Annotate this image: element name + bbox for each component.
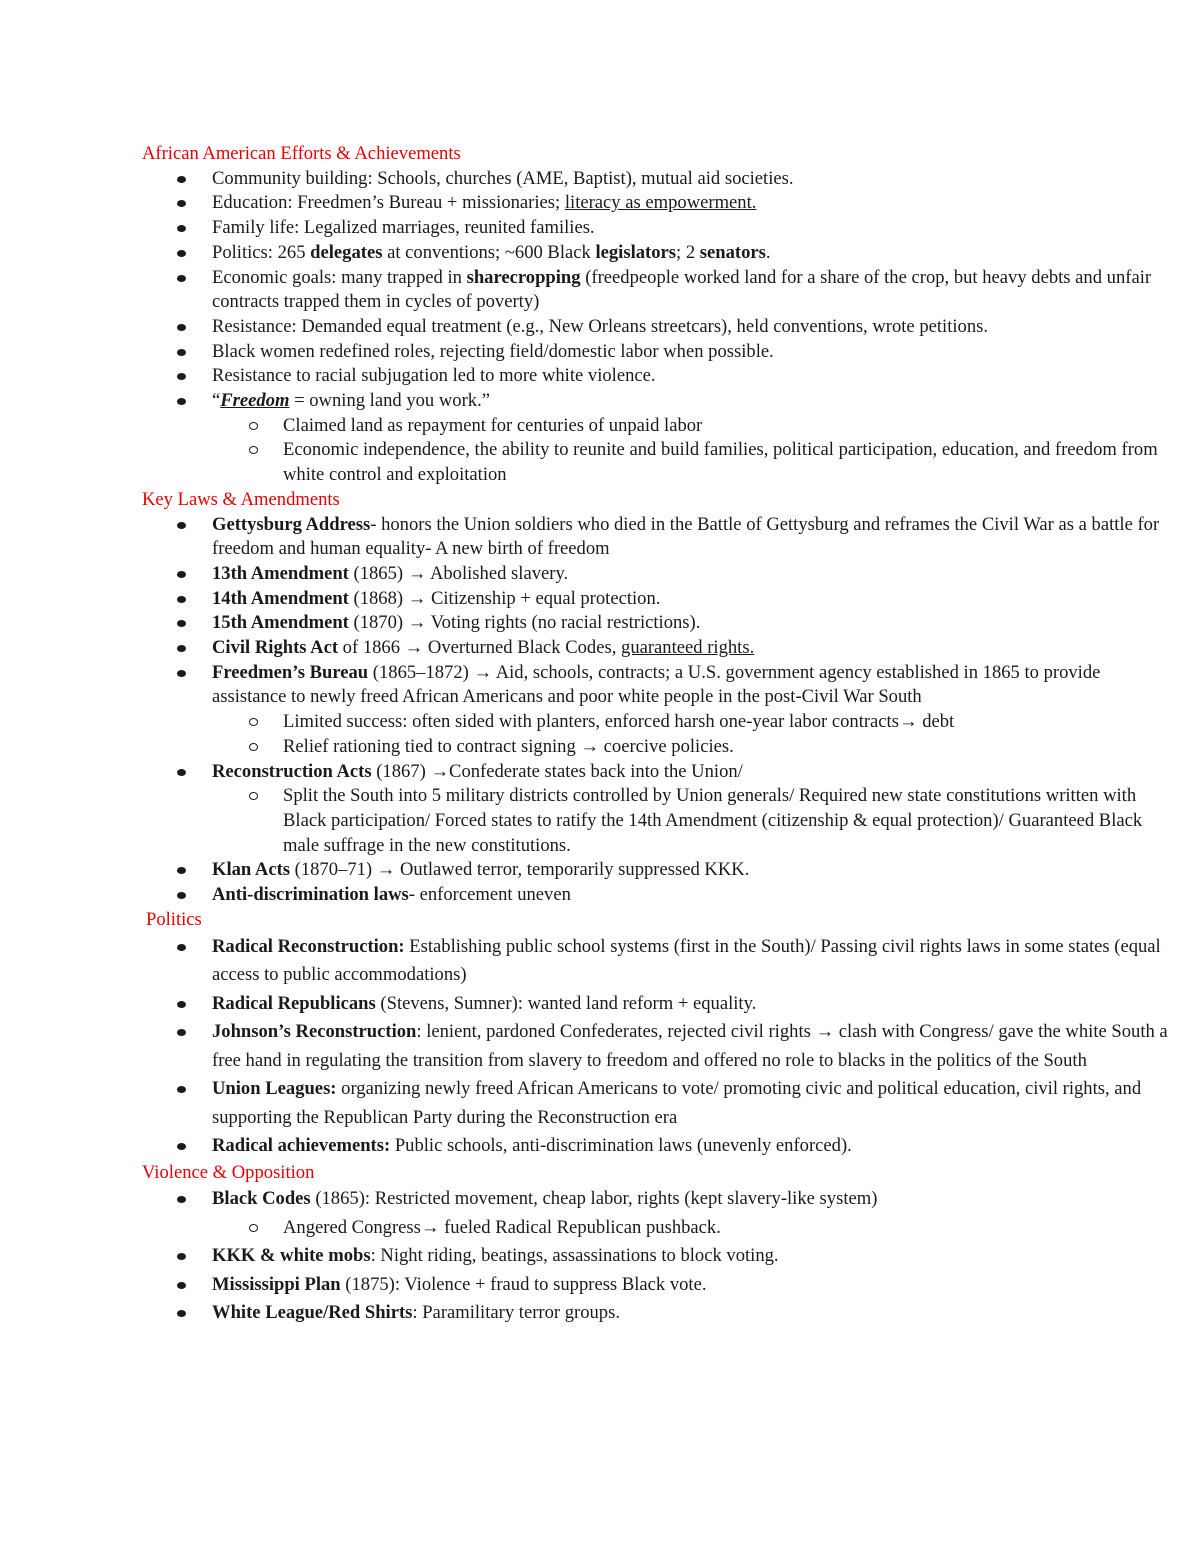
list-item	[212, 760, 1172, 859]
list-item	[212, 167, 1172, 192]
list-item	[212, 1299, 1172, 1328]
list-item	[212, 1185, 1172, 1242]
bold-term: 15th Amendment	[212, 612, 349, 634]
list-item	[212, 340, 1172, 365]
item-text: (1875): Violence + fraud to suppress Black vote.	[340, 1273, 707, 1295]
item-text: (1867) →Confederate states back into the Union/	[371, 760, 743, 782]
list-item	[212, 1075, 1172, 1132]
item-text: (1870–71) → Outlawed terror, temporarily suppressed KKK.	[290, 859, 750, 881]
sub-list	[212, 784, 1172, 858]
list-item	[212, 1242, 1172, 1271]
bold-term: senators	[699, 241, 766, 263]
item-text: Resistance: Demanded equal treatment (e.g., New Orleans streetcars), held conventions, wrote petitions.	[212, 315, 989, 337]
bold-term: Radical Reconstruction:	[212, 935, 405, 957]
item-text: (1865) → Abolished slavery.	[348, 562, 569, 584]
bold-term: Reconstruction Acts	[212, 760, 372, 782]
laws-list	[142, 513, 1172, 908]
list-item	[212, 191, 1172, 216]
sub-list	[212, 710, 1172, 759]
emphasized-term: Freedom	[220, 390, 290, 412]
sub-list-item	[283, 735, 1172, 760]
list-item	[212, 1018, 1172, 1075]
efforts-list	[142, 167, 1172, 488]
list-item	[212, 1132, 1172, 1161]
list-item	[212, 389, 1172, 488]
list-item	[212, 858, 1172, 883]
item-text: : Paramilitary terror groups.	[412, 1302, 620, 1324]
bold-term: sharecropping	[466, 266, 581, 288]
item-text: Establishing public school systems (first in the South)/ Passing civil rights laws in some states (equal access to public accommodations)	[212, 935, 1161, 985]
heading-violence: Violence & Opposition	[142, 1161, 315, 1183]
sub-list-item	[283, 710, 1172, 735]
item-text: Resistance to racial subjugation led to more white violence.	[212, 365, 656, 387]
list-item	[212, 241, 1172, 266]
bold-term: Gettysburg Address	[212, 513, 371, 535]
list-item	[212, 364, 1172, 389]
item-text: (1865–1872) → Aid, schools, contracts; a U.S. government agency established in 1865 to provide assistance to newly freed African Americans and poor white people in the post-Civil War South	[212, 661, 1101, 708]
list-item	[212, 636, 1172, 661]
item-text: - enforcement uneven	[408, 884, 571, 906]
notes-body	[142, 142, 1172, 1328]
list-item	[212, 661, 1172, 760]
item-text: (1870) → Voting rights (no racial restrictions).	[348, 612, 701, 634]
sub-list-item	[283, 438, 1172, 487]
sub-list-item	[283, 1214, 1172, 1243]
list-item	[212, 587, 1172, 612]
underlined-text: literacy as empowerment.	[564, 192, 757, 214]
list-item	[212, 562, 1172, 587]
heading-politics: Politics	[146, 908, 202, 930]
bold-term: KKK & white mobs	[212, 1245, 371, 1267]
item-text: Claimed land as repayment for centuries of unpaid labor	[283, 414, 703, 436]
item-text: Family life: Legalized marriages, reunited families.	[212, 217, 595, 239]
item-text: Relief rationing tied to contract signing → coercive policies.	[283, 735, 734, 757]
list-item	[212, 990, 1172, 1019]
item-text: Black women redefined roles, rejecting field/domestic labor when possible.	[212, 340, 774, 362]
list-item	[212, 883, 1172, 908]
list-item	[212, 266, 1172, 315]
politics-list	[142, 933, 1172, 1161]
list-item	[212, 1271, 1172, 1300]
bold-term: delegates	[310, 241, 383, 263]
item-text: Limited success: often sided with planters, enforced harsh one-year labor contracts→ debt	[283, 711, 955, 733]
sub-list-item	[283, 414, 1172, 439]
item-text: organizing newly freed African Americans to vote/ promoting civic and political education, civil rights, and supporting the Republican Party during the Reconstruction era	[212, 1078, 1142, 1128]
item-text: Economic goals: many trapped in	[212, 266, 467, 288]
item-text: “	[212, 390, 221, 412]
item-text: Politics: 265	[212, 241, 311, 263]
bold-term: Radical Republicans	[212, 992, 376, 1014]
bold-term: White League/Red Shirts	[212, 1302, 413, 1324]
list-item	[212, 513, 1172, 562]
item-text: Split the South into 5 military districts controlled by Union generals/ Required new state constitutions written with Black participation/ Forced states to ratify the 14th Amendment (citizenship & equal protection)/ Guaranteed Black male suffrage in the new constitutions.	[283, 785, 1143, 856]
bold-term: 14th Amendment	[212, 587, 349, 609]
item-text: = owning land you work.”	[289, 390, 490, 412]
heading-efforts: African American Efforts & Achievements	[142, 143, 461, 164]
list-item	[212, 315, 1172, 340]
item-text: Public schools, anti-discrimination laws (unevenly enforced).	[390, 1135, 852, 1156]
item-text: (Stevens, Sumner): wanted land reform + equality.	[375, 992, 757, 1014]
item-text: at conventions; ~600 Black	[382, 241, 596, 263]
item-text: Community building: Schools, churches (AME, Baptist), mutual aid societies.	[212, 167, 794, 189]
item-text: ; 2	[676, 241, 700, 263]
sub-list	[212, 1214, 1172, 1243]
bold-term: Johnson’s Reconstruction	[212, 1021, 417, 1042]
list-item	[212, 933, 1172, 990]
bold-term: Civil Rights Act	[212, 637, 339, 659]
item-text: Economic independence, the ability to reunite and build families, political participation, education, and freedom from white control and exploitation	[283, 439, 1158, 486]
item-text: Angered Congress→ fueled Radical Republican pushback.	[283, 1216, 721, 1238]
bold-term: legislators	[595, 241, 677, 263]
item-text: of 1866 → Overturned Black Codes,	[338, 637, 622, 659]
bold-term: Union Leagues:	[212, 1078, 337, 1099]
heading-laws: Key Laws & Amendments	[142, 488, 340, 510]
sub-list	[212, 414, 1172, 488]
bold-term: Mississippi Plan	[212, 1273, 341, 1295]
item-text: - honors the Union soldiers who died in the Battle of Gettysburg and reframes the Civil War as a battle for freedom and human equality- A new birth of freedom	[212, 513, 1160, 560]
item-text: .	[765, 241, 771, 263]
item-text: Education: Freedmen’s Bureau + missionaries;	[212, 192, 565, 214]
sub-list-item	[283, 784, 1172, 858]
item-text: : Night riding, beatings, assassinations to block voting.	[370, 1245, 779, 1267]
underlined-text: guaranteed rights.	[621, 637, 755, 659]
bold-term: Freedmen’s Bureau	[212, 661, 369, 683]
bold-term: Anti-discrimination laws	[212, 884, 409, 906]
violence-list	[142, 1185, 1172, 1328]
bold-term: 13th Amendment	[212, 562, 349, 584]
item-text: (1868) → Citizenship + equal protection.	[348, 587, 661, 609]
list-item	[212, 216, 1172, 241]
list-item	[212, 611, 1172, 636]
item-text: (freedpeople worked land for a share of the crop, but heavy debts and unfair contracts trapped them in cycles of poverty)	[212, 266, 1152, 313]
bold-term: Black Codes	[212, 1188, 311, 1210]
bold-term: Klan Acts	[212, 859, 290, 881]
item-text: (1865): Restricted movement, cheap labor, rights (kept slavery-like system)	[310, 1188, 878, 1210]
bold-term: Radical achievements:	[212, 1135, 391, 1156]
item-text: : lenient, pardoned Confederates, rejected civil rights → clash with Congress/ gave the white South a free hand in regulating the transition from slavery to freedom and offered no role to blacks in the politics of the South	[212, 1021, 1168, 1071]
